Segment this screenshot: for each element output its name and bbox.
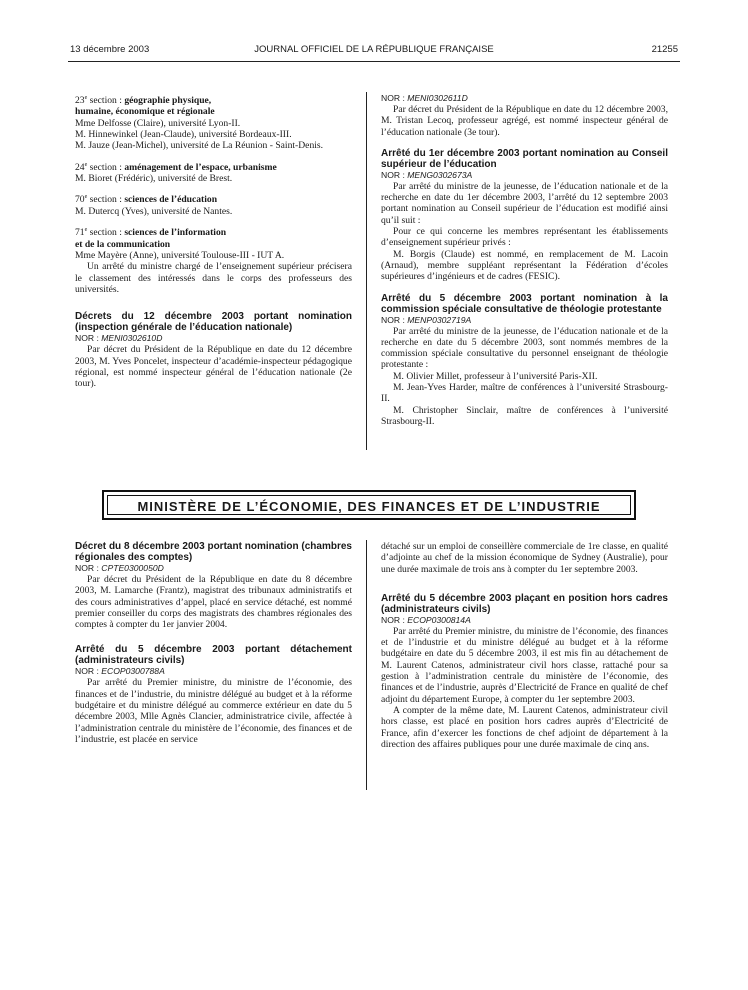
ministry-title: MINISTÈRE DE L’ÉCONOMIE, DES FINANCES ET DE L’INDUSTRIE — [137, 499, 601, 514]
member-entry: M. Hinnewinkel (Jean-Claude), université Bordeaux-III. — [75, 129, 292, 141]
member-entry: M. Dutercq (Yves), université de Nantes. — [75, 205, 233, 217]
member-entry: M. Bioret (Frédéric), université de Brest. — [75, 173, 233, 185]
decree-body: Pour ce qui concerne les membres représentant les établissements d’enseignement supérieur privés : — [381, 226, 668, 249]
decree-body-continued: détaché sur un emploi de conseillère commerciale de 1re classe, en qualité d’adjointe au chef de la mission économique de Sydney (Australie), pour une durée maximale de trois ans à compter du 1er septembre 2003. — [381, 541, 668, 575]
column-4 — [381, 541, 668, 750]
section-number: 71 — [75, 227, 85, 239]
page-number: 21255 — [651, 44, 678, 55]
member-entry: M. Christopher Sinclair, maître de conférences à l’université Strasbourg-II. — [381, 404, 668, 427]
ordinal-suffix: e — [84, 194, 88, 201]
column-2 — [381, 93, 668, 427]
section-70-heading — [75, 192, 352, 205]
nor-reference: NOR : MENG0302673A — [381, 169, 473, 180]
member-entry: Mme Mayère (Anne), université Toulouse-III - IUT A. — [75, 250, 285, 262]
page-header — [70, 44, 678, 58]
section-71-heading — [75, 225, 352, 250]
member-entry: M. Jean-Yves Harder, maître de conférences à l’université Strasbourg-II. — [381, 382, 668, 405]
section-number: 24 — [75, 161, 85, 173]
decree-title: Décret du 8 décembre 2003 portant nomination (chambres régionales des comptes) — [75, 541, 352, 563]
member-entry: M. Jauze (Jean-Michel), université de La Réunion - Saint-Denis. — [75, 140, 324, 152]
header-rule — [68, 61, 680, 62]
nor-reference: NOR : ECOP0300788A — [75, 666, 165, 677]
member-entry: M. Olivier Millet, professeur à l’université Paris-XII. — [393, 370, 598, 382]
decree-body: Par arrêté du ministre de la jeunesse, de l’éducation nationale et de la recherche en date du 1er décembre 2003, l’arrêté du 12 septembre 2003 portant nomination au Conseil supérieur de l’éducation est modifié ainsi qu’il suit : — [381, 180, 668, 226]
decree-body: A compter de la même date, M. Laurent Catenos, administrateur civil hors classe, est placé en position hors cadres auprès d’Electricité de France, afin d’exercer les fonctions de chef adjoint de département à la direction des affaires publiques pour une durée maximale de cinq ans. — [381, 704, 668, 750]
section-title-cont: et de la communication — [75, 238, 171, 250]
section-title: géographie physique, — [124, 95, 212, 107]
column-divider — [366, 540, 367, 790]
section-title: sciences de l’information — [124, 227, 227, 239]
section-label: section : — [87, 95, 125, 107]
section-24-heading — [75, 160, 352, 173]
column-3 — [75, 541, 352, 745]
journal-title: JOURNAL OFFICIEL DE LA RÉPUBLIQUE FRANÇAISE — [254, 44, 494, 55]
nor-reference: NOR : CPTE0300050D — [75, 563, 164, 573]
decree-title: Arrêté du 5 décembre 2003 portant nomination à la commission spéciale consultative de théologie protestante — [381, 292, 668, 315]
ordinal-suffix: e — [84, 227, 88, 234]
section-title-cont: humaine, économique et régionale — [75, 106, 215, 118]
ordinal-suffix: e — [84, 95, 88, 101]
section-title: sciences de l’éducation — [124, 194, 218, 206]
decree-title: Arrêté du 1er décembre 2003 portant nomination au Conseil supérieur de l’éducation — [381, 147, 668, 170]
closing-paragraph: Un arrêté du ministre chargé de l’enseignement supérieur précisera le classement des intéressés dans le corps des professeurs des universités. — [75, 261, 352, 295]
section-number: 23 — [75, 95, 85, 107]
decree-body: Par arrêté du Premier ministre, du ministre de l’économie, des finances et de l’industrie, du ministre délégué au budget et à la réforme budgétaire et du ministre délégué au commerce extérieur en date du 5 décembre 2003, Mlle Agnès Clancier, administratrice civile, affectée à l’administration centrale du ministère de l’économie, des finances et de l’industrie, est placée en service — [75, 677, 352, 745]
section-title: aménagement de l’espace, urbanisme — [124, 161, 277, 173]
ministry-banner — [102, 490, 636, 520]
decree-title: Décrets du 12 décembre 2003 portant nomination (inspection générale de l’éducation nationale) — [75, 311, 352, 334]
decree-body: Par arrêté du Premier ministre, du ministre de l’économie, des finances et de l’industrie et du ministre délégué au budget et à la réforme budgétaire en date du 5 décembre 2003, il est mis fin au détachement de M. Laurent Catenos, administrateur civil hors classe, rattaché pour sa gestion à l’administration centrale du ministère de l’économie, des finances et de l’industrie, auprès d’Electricité de France en qualité de chef adjoint du département Europe, à compter du 1er septembre 2003. — [381, 625, 668, 705]
column-divider — [366, 92, 367, 450]
decree-body: Par décret du Président de la République en date du 12 décembre 2003, M. Yves Poncelet, inspecteur d’académie-inspecteur pédagogique régional, est nommé inspecteur général de l’éducation nationale (2e tour). — [75, 344, 352, 390]
decree-title: Arrêté du 5 décembre 2003 plaçant en position hors cadres (administrateurs civils) — [381, 592, 668, 615]
header-date: 13 décembre 2003 — [70, 44, 150, 55]
decree-body: Par décret du Président de la République en date du 12 décembre 2003, M. Tristan Lecoq, professeur agrégé, est nommé inspecteur général de l’éducation nationale (3e tour). — [381, 104, 668, 138]
decree-body: M. Borgis (Claude) est nommé, en remplacement de M. Lacoin (Arnaud), membre suppléant représentant la Fédération d’écoles supérieures d’ingénieurs et de cadres (FESIC). — [381, 248, 668, 283]
decree-body: Par arrêté du ministre de la jeunesse, de l’éducation nationale et de la recherche en date du 5 décembre 2003, sont nommés membres de la commission spéciale consultative du personnel enseignant de théologie protestante : — [381, 325, 668, 371]
column-1 — [75, 93, 352, 389]
section-23-heading — [75, 93, 352, 118]
nor-reference: NOR : MENI0302611D — [381, 93, 468, 103]
section-number: 70 — [75, 194, 85, 206]
decree-body: Par décret du Président de la République en date du 8 décembre 2003, M. Lamarche (Frantz), magistrat des tribunaux administratifs et des cours administratives d’appel, placé en service détaché, est nommé premier conseiller du corps des magistrats des chambres régionales des comptes à compter du 1er janvier 2004. — [75, 574, 352, 631]
nor-reference: NOR : ECOP0300814A — [381, 614, 471, 625]
section-label: section : — [87, 227, 125, 239]
ordinal-suffix: e — [84, 161, 88, 168]
section-label: section : — [87, 161, 125, 173]
member-entry: Mme Delfosse (Claire), université Lyon-II. — [75, 117, 241, 129]
nor-reference: NOR : MENP0302719A — [381, 314, 472, 325]
nor-reference: NOR : MENI0302610D — [75, 333, 163, 344]
section-label: section : — [87, 194, 125, 206]
decree-title: Arrêté du 5 décembre 2003 portant détachement (administrateurs civils) — [75, 644, 352, 667]
